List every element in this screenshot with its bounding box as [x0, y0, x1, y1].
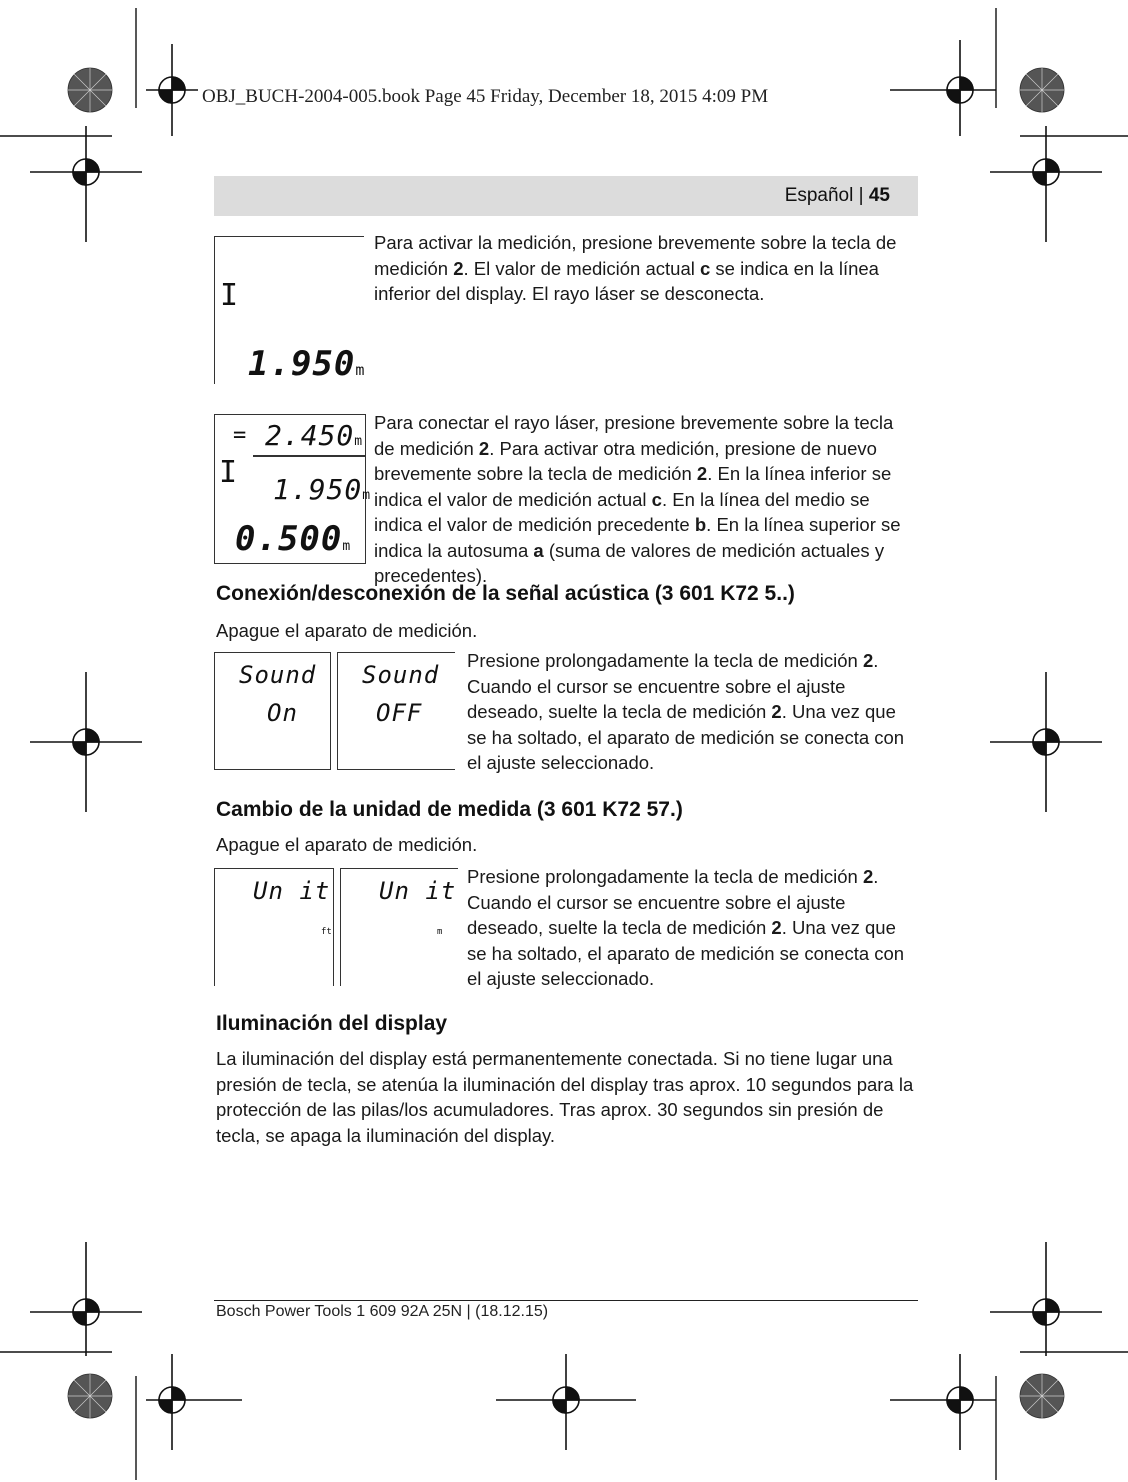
display-autosum	[214, 414, 372, 564]
sound-label: Sound	[239, 661, 317, 689]
display-sound-on	[214, 652, 331, 770]
page-header-band	[214, 176, 918, 216]
header-separator: |	[858, 185, 864, 206]
autosum-value: 2.450m	[265, 419, 364, 452]
paragraph-unit: Presione prolongadamente la tecla de medición 2. Cuando el cursor se encuentre sobre el ajuste deseado, suelte la tecla de medición 2. Una vez que se ha soltado, el aparato de medición se conecta con el ajuste seleccionado.	[467, 866, 905, 989]
intro-sound: Apague el aparato de medición.	[216, 620, 478, 641]
heading-sound-signal: Conexión/desconexión de la señal acústica (3 601 K72 5..)	[216, 582, 795, 605]
unit-m: m	[437, 927, 443, 937]
footer-rule	[214, 1300, 918, 1301]
unit-label: Un it	[253, 877, 331, 905]
unit-ft: ft	[321, 927, 332, 937]
header-language: Español	[784, 185, 854, 206]
display-single-measurement	[214, 236, 364, 384]
sound-state-on: On	[267, 699, 298, 727]
laser-cursor: I	[220, 278, 239, 313]
unit-label: Un it	[379, 877, 457, 905]
paragraph-activate-measurement: Para activar la medición, presione brevemente sobre la tecla de medición 2. El valor de medición actual c se indica en la línea inferior del display. El rayo láser se desconecta.	[374, 232, 897, 304]
print-slug: OBJ_BUCH-2004-005.book Page 45 Friday, December 18, 2015 4:09 PM	[202, 86, 769, 107]
sound-label: Sound	[362, 661, 440, 689]
intro-unit: Apague el aparato de medición.	[216, 834, 478, 855]
display-unit-ft	[214, 868, 334, 986]
paragraph-illumination: La iluminación del display está permanentemente conectada. Si no tiene lugar una presión de tecla, se atenúa la iluminación del display tras aprox. 10 segundos para la protección de las pilas/los acumuladores. Tras aprox. 30 segundos sin presión de tecla, se apaga la iluminación del display.	[216, 1048, 914, 1146]
paragraph-sound: Presione prolongadamente la tecla de medición 2. Cuando el cursor se encuentre sobre el ajuste deseado, suelte la tecla de medición 2. Una vez que se ha soltado, el aparato de medición se conecta con el ajuste seleccionado.	[467, 650, 905, 773]
sum-symbol: =	[233, 423, 247, 448]
page-header	[785, 185, 890, 207]
laser-cursor: I	[219, 455, 238, 490]
display-unit-m	[340, 868, 458, 986]
sound-state-off: OFF	[376, 699, 423, 727]
previous-value: 1.950m	[273, 473, 372, 506]
display-value: 1.950m	[248, 344, 366, 384]
page-number: 45	[868, 185, 890, 206]
footer-text: Bosch Power Tools 1 609 92A 25N | (18.12.15)	[216, 1303, 549, 1320]
display-sound-off	[337, 652, 455, 770]
current-value: 0.500m	[235, 519, 352, 559]
heading-display-illumination: Iluminación del display	[216, 1012, 448, 1035]
paragraph-autosum: Para conectar el rayo láser, presione brevemente sobre la tecla de medición 2. Para activar otra medición, presione de nuevo brevemente sobre la tecla de medición 2. En la línea inferior se indica el valor de medición actual c. En la línea del medio se indica el valor de medición precedente b. En la línea superior se indica la autosuma a (suma de valores de medición actuales y precedentes).	[374, 412, 901, 586]
heading-unit-change: Cambio de la unidad de medida (3 601 K72 57.)	[216, 798, 683, 821]
